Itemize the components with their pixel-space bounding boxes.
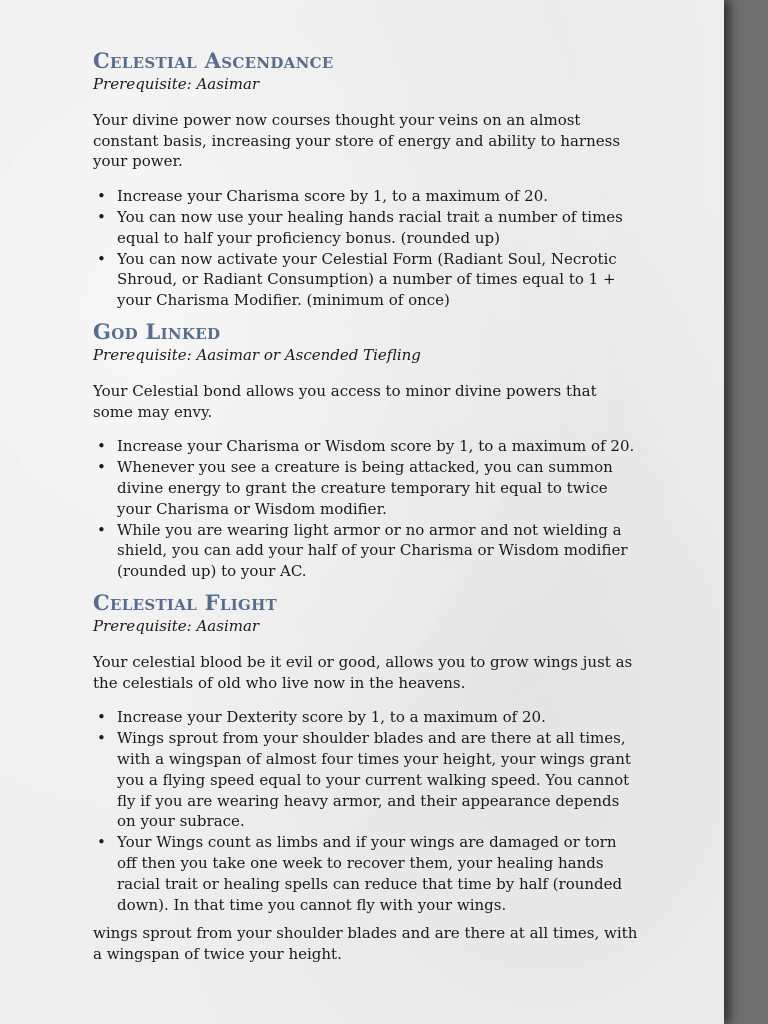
- feat-prerequisite: Prerequisite: Aasimar or Ascended Tiefling: [93, 345, 421, 364]
- feat-description: Your divine power now courses thought your veins on an almost constant basis, increasing your store of energy and ability to harness your power.: [93, 110, 621, 171]
- feat-bullet-list: [93, 707, 638, 915]
- list-item: • Increase your Dexterity score by 1, to a maximum of 20.: [93, 707, 638, 728]
- feat-bullet-list: [93, 186, 638, 311]
- list-item: • Wings sprout from your shoulder blades and are there at all times, with a wingspan of almost four times your height, your wings grant you a flying speed equal to your current walking speed. You cannot fly if you are wearing heavy armor, and their appearance depends on your subrace.: [93, 728, 638, 832]
- feat-prerequisite: Prerequisite: Aasimar: [93, 616, 260, 635]
- list-item: • You can now use your healing hands racial trait a number of times equal to half your proficiency bonus. (rounded up): [93, 207, 638, 249]
- feat-prerequisite: Prerequisite: Aasimar: [93, 75, 260, 93]
- feat-title: God Linked: [93, 318, 221, 344]
- list-item: • Your Wings count as limbs and if your wings are damaged or torn off then you take one week to recover them, your healing hands racial trait or healing spells can reduce that time by half (rounded down). In that time you cannot fly with your wings.: [93, 832, 638, 915]
- list-item: • Increase your Charisma or Wisdom score by 1, to a maximum of 20.: [93, 436, 638, 457]
- list-item: • Whenever you see a creature is being attacked, you can summon divine energy to grant the creature temporary hit equal to twice your Charisma or Wisdom modifier.: [93, 457, 638, 519]
- page-content: [93, 48, 638, 979]
- feat-description: Your celestial blood be it evil or good, allows you to grow wings just as the celestials of old who live now in the heavens.: [93, 652, 633, 692]
- list-item: • Increase your Charisma score by 1, to a maximum of 20.: [93, 186, 638, 207]
- feat-god-linked: [93, 319, 638, 582]
- feat-bullet-list: [93, 436, 638, 582]
- feat-title: Celestial Ascendance: [93, 48, 334, 73]
- feat-celestial-ascendance: [93, 48, 638, 311]
- list-item: • You can now activate your Celestial Form (Radiant Soul, Necrotic Shroud, or Radiant Consumption) a number of times equal to 1 + your Charisma Modifier. (minimum of once): [93, 249, 638, 311]
- feat-description: Your Celestial bond allows you access to minor divine powers that some may envy.: [93, 381, 597, 421]
- feat-celestial-flight: [93, 590, 638, 965]
- feat-title: Celestial Flight: [93, 589, 278, 615]
- feat-closing-paragraph: wings sprout from your shoulder blades and are there at all times, with a wingspan of twice your height.: [93, 924, 638, 964]
- list-item: • While you are wearing light armor or no armor and not wielding a shield, you can add your half of your Charisma or Wisdom modifier (rounded up) to your AC.: [93, 520, 638, 582]
